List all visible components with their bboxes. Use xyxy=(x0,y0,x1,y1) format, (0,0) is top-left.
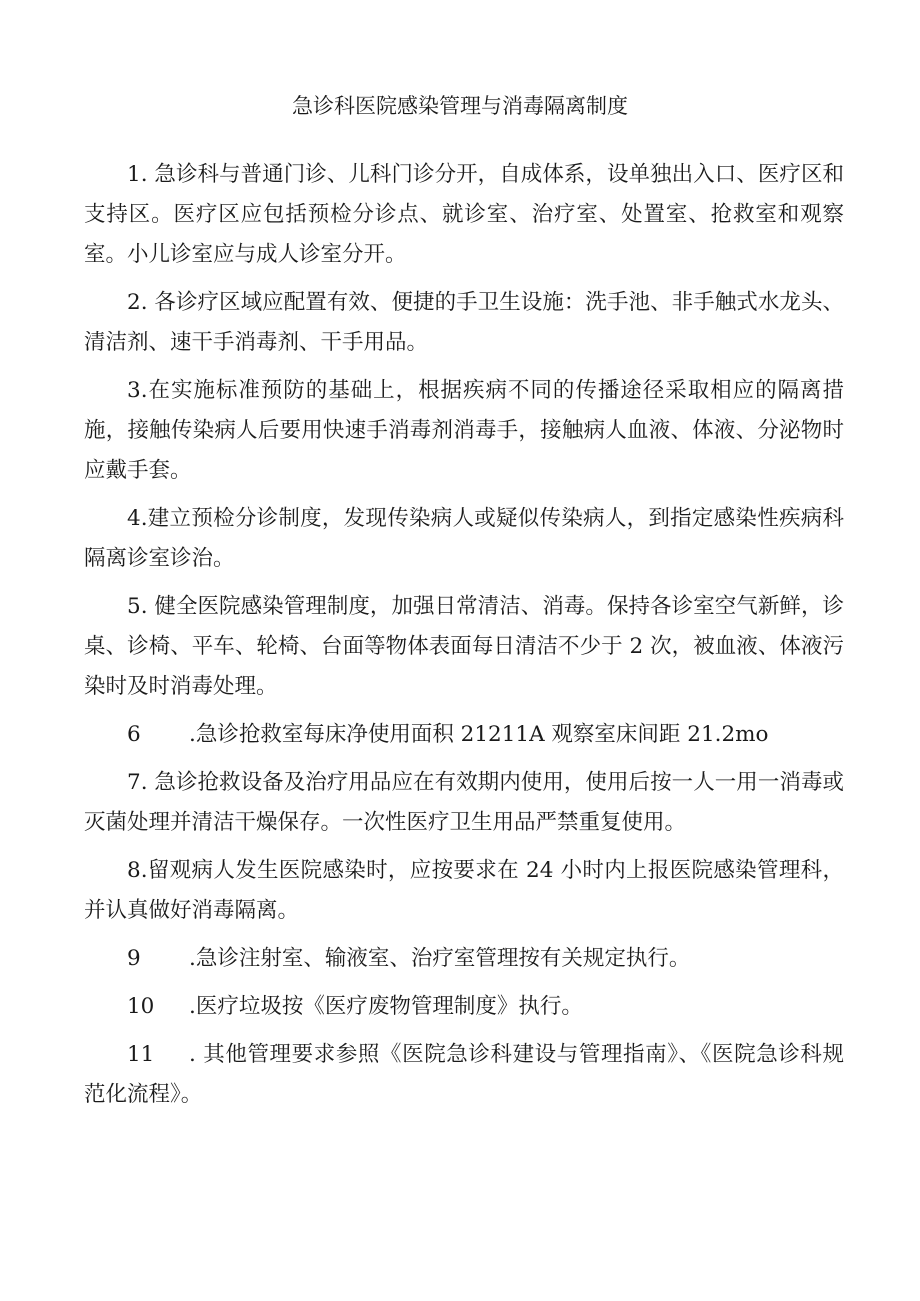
clause-9 xyxy=(84,939,844,979)
clause-number: 6 xyxy=(127,722,141,747)
clause-text: .医疗垃圾按《医疗废物管理制度》执行。 xyxy=(189,994,583,1019)
document-body xyxy=(84,155,844,1123)
clause-10 xyxy=(84,987,844,1027)
clause-number: 1 xyxy=(127,162,141,187)
clause-text: . 急诊科与普通门诊、儿科门诊分开，自成体系，设单独出入口、医疗区和支持区。医疗区应包括预检分诊点、就诊室、治疗室、处置室、抢救室和观察室。小儿诊室应与成人诊室分开。 xyxy=(84,162,844,267)
clause-number: 9 xyxy=(127,946,141,971)
clause-5 xyxy=(84,587,844,707)
clause-1 xyxy=(84,155,844,275)
clause-6 xyxy=(84,715,844,755)
clause-7 xyxy=(84,763,844,843)
clause-text: .留观病人发生医院感染时，应按要求在 24 小时内上报医院感染管理科，并认真做好消毒隔离。 xyxy=(84,858,844,923)
clause-4 xyxy=(84,499,844,579)
clause-text: . 其他管理要求参照《医院急诊科建设与管理指南》、《医院急诊科规范化流程》。 xyxy=(84,1042,844,1107)
clause-text: . 健全医院感染管理制度，加强日常清洁、消毒。保持各诊室空气新鲜，诊桌、诊椅、平车、轮椅、台面等物体表面每日清洁不少于 2 次，被血液、体液污染时及时消毒处理。 xyxy=(84,594,844,699)
clause-text: . 急诊抢救设备及治疗用品应在有效期内使用，使用后按一人一用一消毒或灭菌处理并清洁干燥保存。一次性医疗卫生用品严禁重复使用。 xyxy=(84,770,844,835)
clause-number: 3 xyxy=(127,378,141,403)
clause-text: .在实施标准预防的基础上，根据疾病不同的传播途径采取相应的隔离措施，接触传染病人后要用快速手消毒剂消毒手，接触病人血液、体液、分泌物时应戴手套。 xyxy=(84,378,844,483)
clause-number: 11 xyxy=(127,1042,155,1067)
clause-number: 5 xyxy=(127,594,141,619)
clause-3 xyxy=(84,371,844,491)
clause-text: .建立预检分诊制度，发现传染病人或疑似传染病人，到指定感染性疾病科隔离诊室诊治。 xyxy=(84,506,844,571)
clause-8 xyxy=(84,851,844,931)
clause-number: 8 xyxy=(127,858,141,883)
clause-number: 2 xyxy=(127,290,141,315)
clause-number: 7 xyxy=(127,770,141,795)
clause-text: .急诊抢救室每床净使用面积 21211A 观察室床间距 21.2mo xyxy=(189,722,769,747)
clause-text: . 各诊疗区域应配置有效、便捷的手卫生设施：洗手池、非手触式水龙头、清洁剂、速干手消毒剂、干手用品。 xyxy=(84,290,844,355)
clause-2 xyxy=(84,283,844,363)
clause-text: .急诊注射室、输液室、治疗室管理按有关规定执行。 xyxy=(189,946,691,971)
clause-number: 4 xyxy=(127,506,141,531)
document-title: 急诊科医院感染管理与消毒隔离制度 xyxy=(292,94,628,118)
clause-11 xyxy=(84,1035,844,1115)
clause-number: 10 xyxy=(127,994,155,1019)
